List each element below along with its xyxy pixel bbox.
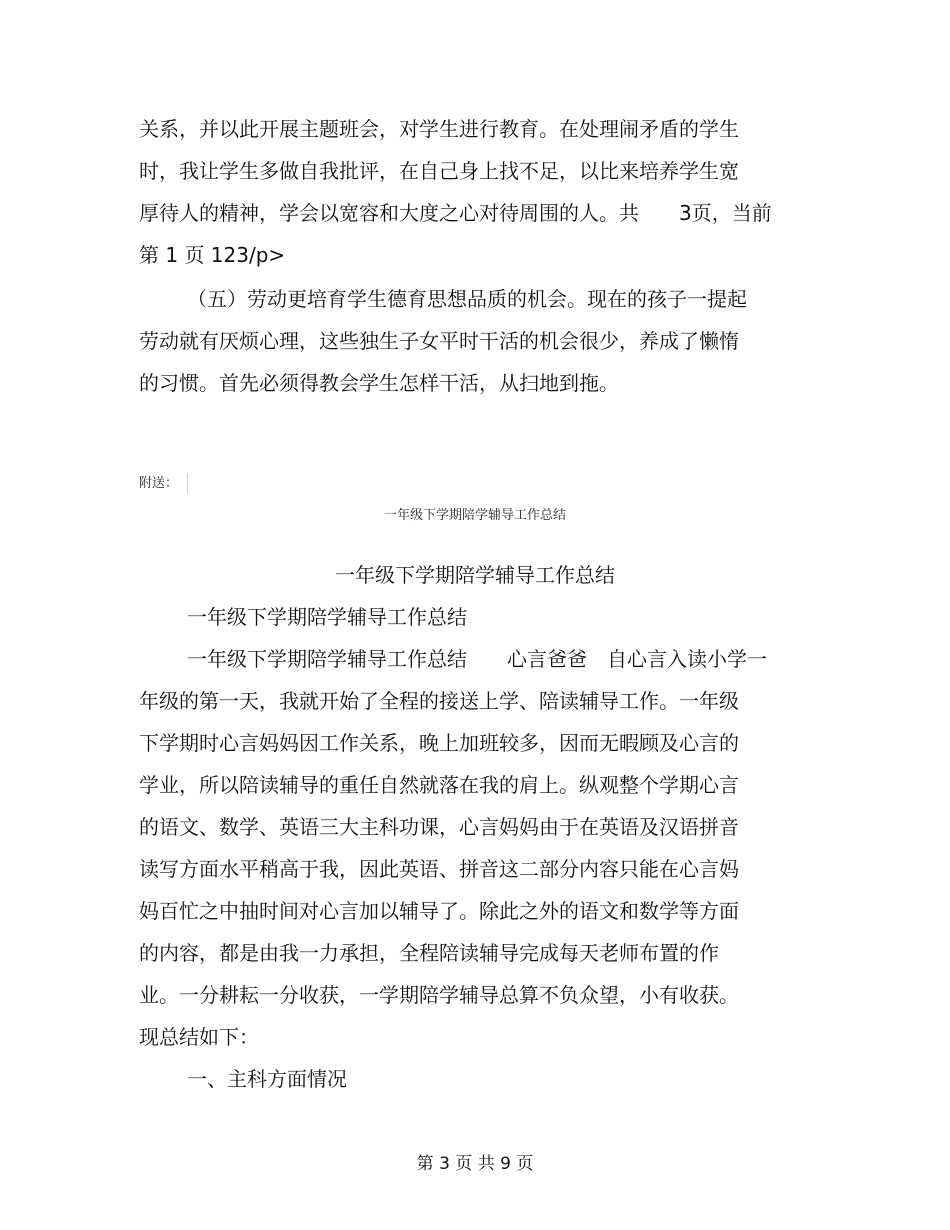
paragraph-line: 业。一分耕耘一分收获，一学期陪学辅导总算不负众望，小有收获。 xyxy=(139,983,739,1007)
section-heading: 一、主科方面情况 xyxy=(187,1067,347,1091)
paragraph-line: 的习惯。首先必须得教会学生怎样干活，从扫地到拖。 xyxy=(139,371,619,395)
paragraph-line: 下学期时心言妈妈因工作关系，晚上加班较多，因而无暇顾及心言的 xyxy=(139,731,739,755)
paragraph-line: （五）劳动更培育学生德育思想品质的机会。现在的孩子一提起 xyxy=(187,287,747,311)
paragraph-line: 的语文、数学、英语三大主科功课，心言妈妈由于在英语及汉语拼音 xyxy=(139,815,739,839)
appendix-label: 附送： xyxy=(139,476,179,491)
paragraph-line: 现总结如下： xyxy=(139,1025,259,1049)
paragraph-line: 学业，所以陪读辅导的重任自然就落在我的肩上。纵观整个学期心言 xyxy=(139,773,739,797)
paragraph-line: 第 1 页 123/p> xyxy=(139,243,286,267)
paragraph-line: 劳动就有厌烦心理，这些独生子女平时干活的机会很少，养成了懒惰 xyxy=(139,329,739,353)
appendix-small-title: 一年级下学期陪学辅导工作总结 xyxy=(383,508,566,523)
paragraph-line: 时，我让学生多做自我批评，在自己身上找不足，以比来培养学生宽 xyxy=(139,159,739,183)
paragraph-line: 关系，并以此开展主题班会，对学生进行教育。在处理闹矛盾的学生 xyxy=(139,117,739,141)
article-title: 一年级下学期陪学辅导工作总结 xyxy=(335,563,615,587)
paragraph-line: 一年级下学期陪学辅导工作总结 心言爸爸 自心言入读小学一 xyxy=(187,647,767,671)
page-number: 第 3 页 共 9 页 xyxy=(416,1154,534,1174)
divider xyxy=(187,473,188,493)
paragraph-line: 妈百忙之中抽时间对心言加以辅导了。除此之外的语文和数学等方面 xyxy=(139,899,739,923)
article-subtitle: 一年级下学期陪学辅导工作总结 xyxy=(187,605,467,629)
paragraph-line: 厚待人的精神，学会以宽容和大度之心对待周围的人。共 3页，当前 xyxy=(139,201,772,225)
paragraph-line: 读写方面水平稍高于我，因此英语、拼音这二部分内容只能在心言妈 xyxy=(139,857,739,881)
paragraph-line: 年级的第一天，我就开始了全程的接送上学、陪读辅导工作。一年级 xyxy=(139,689,739,713)
paragraph-line: 的内容，都是由我一力承担，全程陪读辅导完成每天老师布置的作 xyxy=(139,941,719,965)
